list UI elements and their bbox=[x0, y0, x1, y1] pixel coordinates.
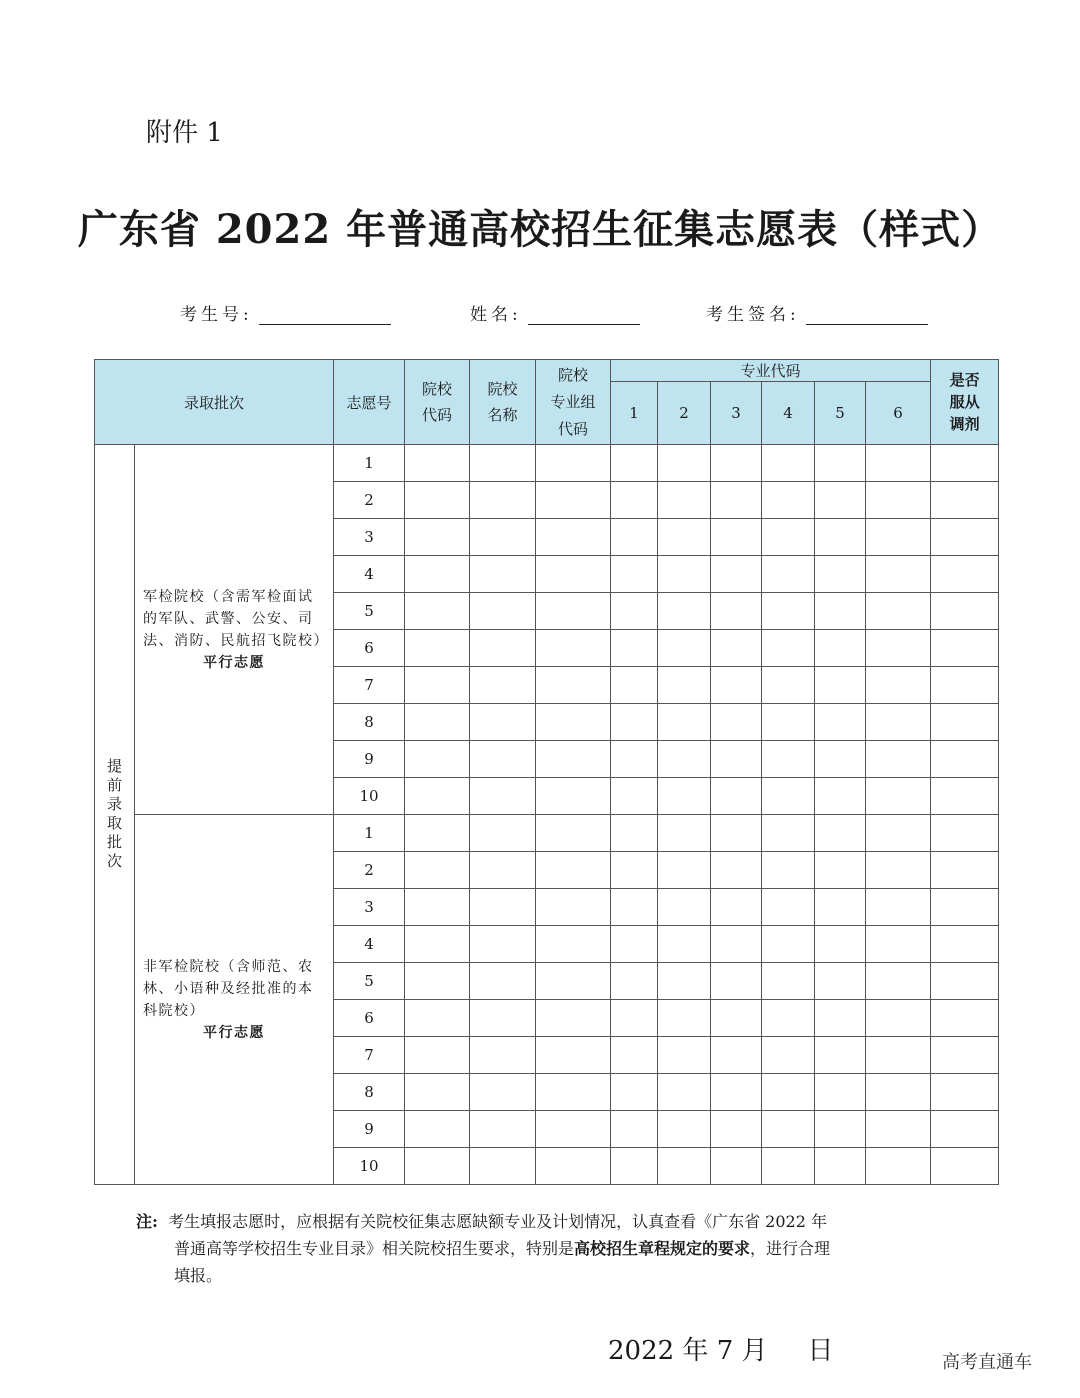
header-adjust-l2: 服从 bbox=[949, 393, 980, 411]
group-code-cell[interactable] bbox=[536, 741, 611, 778]
major-code-6-cell[interactable] bbox=[866, 889, 931, 926]
major-code-3-cell[interactable] bbox=[711, 704, 762, 741]
school-code-cell[interactable] bbox=[405, 704, 470, 741]
wish-number: 9 bbox=[334, 741, 405, 778]
watermark: 高考直通车 bbox=[942, 1352, 1032, 1373]
wish-number: 5 bbox=[334, 963, 405, 1000]
adjust-cell[interactable] bbox=[931, 852, 999, 889]
major-code-4-cell[interactable] bbox=[762, 926, 815, 963]
group-code-cell[interactable] bbox=[536, 1111, 611, 1148]
table-row bbox=[95, 815, 999, 852]
adjust-cell[interactable] bbox=[931, 593, 999, 630]
header-major-2: 2 bbox=[658, 382, 711, 445]
major-code-3-cell[interactable] bbox=[711, 482, 762, 519]
school-code-cell[interactable] bbox=[405, 630, 470, 667]
major-code-3-cell[interactable] bbox=[711, 852, 762, 889]
group-type: 平行志愿 bbox=[203, 1024, 265, 1041]
major-code-3-cell[interactable] bbox=[711, 1000, 762, 1037]
major-code-1-cell[interactable] bbox=[611, 1000, 658, 1037]
major-code-6-cell[interactable] bbox=[866, 630, 931, 667]
adjust-cell[interactable] bbox=[931, 482, 999, 519]
major-code-4-cell[interactable] bbox=[762, 445, 815, 482]
group-code-cell[interactable] bbox=[536, 963, 611, 1000]
signature-label: 考生签名: bbox=[706, 305, 800, 325]
note-text-d: 填报。 bbox=[174, 1266, 223, 1285]
major-code-1-cell[interactable] bbox=[611, 889, 658, 926]
wish-number: 8 bbox=[334, 1074, 405, 1111]
wish-number: 2 bbox=[334, 482, 405, 519]
major-code-4-cell[interactable] bbox=[762, 963, 815, 1000]
major-code-5-cell[interactable] bbox=[815, 1148, 866, 1185]
major-code-4-cell[interactable] bbox=[762, 593, 815, 630]
major-code-4-cell[interactable] bbox=[762, 667, 815, 704]
header-major-5: 5 bbox=[815, 382, 866, 445]
name-field[interactable] bbox=[470, 300, 640, 325]
major-code-5-cell[interactable] bbox=[815, 778, 866, 815]
header-school-code-l2: 代码 bbox=[422, 406, 453, 424]
school-name-cell[interactable] bbox=[470, 815, 536, 852]
major-code-6-cell[interactable] bbox=[866, 1037, 931, 1074]
signature-field[interactable] bbox=[706, 300, 928, 325]
major-code-5-cell[interactable] bbox=[815, 852, 866, 889]
major-code-1-cell[interactable] bbox=[611, 630, 658, 667]
group-code-cell[interactable] bbox=[536, 704, 611, 741]
group-code-cell[interactable] bbox=[536, 667, 611, 704]
header-major-3: 3 bbox=[711, 382, 762, 445]
major-code-1-cell[interactable] bbox=[611, 667, 658, 704]
group-code-cell[interactable] bbox=[536, 556, 611, 593]
major-code-2-cell[interactable] bbox=[658, 926, 711, 963]
major-code-3-cell[interactable] bbox=[711, 1111, 762, 1148]
school-name-cell[interactable] bbox=[470, 1000, 536, 1037]
name-blank[interactable] bbox=[528, 302, 640, 325]
major-code-1-cell[interactable] bbox=[611, 926, 658, 963]
wish-number: 4 bbox=[334, 926, 405, 963]
major-code-6-cell[interactable] bbox=[866, 1148, 931, 1185]
school-name-cell[interactable] bbox=[470, 1037, 536, 1074]
major-code-4-cell[interactable] bbox=[762, 741, 815, 778]
adjust-cell[interactable] bbox=[931, 889, 999, 926]
major-code-4-cell[interactable] bbox=[762, 630, 815, 667]
school-name-cell[interactable] bbox=[470, 852, 536, 889]
major-code-3-cell[interactable] bbox=[711, 1037, 762, 1074]
header-batch: 录取批次 bbox=[95, 360, 334, 445]
major-code-3-cell[interactable] bbox=[711, 1148, 762, 1185]
wish-number: 1 bbox=[334, 445, 405, 482]
school-code-cell[interactable] bbox=[405, 667, 470, 704]
header-wish-no: 志愿号 bbox=[334, 360, 405, 445]
wish-number: 6 bbox=[334, 630, 405, 667]
major-code-3-cell[interactable] bbox=[711, 778, 762, 815]
major-code-2-cell[interactable] bbox=[658, 556, 711, 593]
wish-number: 8 bbox=[334, 704, 405, 741]
exam-number-label: 考生号: bbox=[180, 305, 253, 325]
group-code-cell[interactable] bbox=[536, 1074, 611, 1111]
major-code-3-cell[interactable] bbox=[711, 815, 762, 852]
school-name-cell[interactable] bbox=[470, 667, 536, 704]
major-code-2-cell[interactable] bbox=[658, 482, 711, 519]
school-name-cell[interactable] bbox=[470, 1148, 536, 1185]
major-code-6-cell[interactable] bbox=[866, 778, 931, 815]
note-line-2 bbox=[136, 1235, 996, 1262]
group-desc-cell bbox=[135, 445, 334, 815]
date-month: 7 月 bbox=[716, 1336, 768, 1366]
batch-cell bbox=[95, 445, 135, 1185]
group-code-cell[interactable] bbox=[536, 778, 611, 815]
school-code-cell[interactable] bbox=[405, 926, 470, 963]
major-code-5-cell[interactable] bbox=[815, 445, 866, 482]
group-code-cell[interactable] bbox=[536, 519, 611, 556]
adjust-cell[interactable] bbox=[931, 926, 999, 963]
major-code-2-cell[interactable] bbox=[658, 593, 711, 630]
major-code-2-cell[interactable] bbox=[658, 667, 711, 704]
school-code-cell[interactable] bbox=[405, 889, 470, 926]
group-desc: 军检院校（含需军检面试的军队、武警、公安、司法、消防、民航招飞院校） bbox=[143, 588, 329, 649]
group-desc-cell bbox=[135, 815, 334, 1185]
major-code-4-cell[interactable] bbox=[762, 1148, 815, 1185]
major-code-5-cell[interactable] bbox=[815, 963, 866, 1000]
group-code-cell[interactable] bbox=[536, 593, 611, 630]
exam-number-blank[interactable] bbox=[259, 302, 391, 325]
header-group-code-l3: 代码 bbox=[558, 419, 589, 438]
wish-number: 2 bbox=[334, 852, 405, 889]
major-code-4-cell[interactable] bbox=[762, 852, 815, 889]
group-code-cell[interactable] bbox=[536, 1037, 611, 1074]
major-code-3-cell[interactable] bbox=[711, 926, 762, 963]
group-code-cell[interactable] bbox=[536, 445, 611, 482]
major-code-5-cell[interactable] bbox=[815, 1074, 866, 1111]
adjust-cell[interactable] bbox=[931, 778, 999, 815]
major-code-1-cell[interactable] bbox=[611, 778, 658, 815]
candidate-info-row bbox=[0, 300, 1080, 330]
school-name-cell[interactable] bbox=[470, 778, 536, 815]
adjust-cell[interactable] bbox=[931, 1074, 999, 1111]
major-code-3-cell[interactable] bbox=[711, 667, 762, 704]
school-code-cell[interactable] bbox=[405, 445, 470, 482]
header-group-code-l1: 院校 bbox=[558, 365, 589, 384]
school-code-cell[interactable] bbox=[405, 1148, 470, 1185]
major-code-5-cell[interactable] bbox=[815, 667, 866, 704]
school-name-cell[interactable] bbox=[470, 1074, 536, 1111]
header-school-code-l1: 院校 bbox=[422, 380, 453, 398]
adjust-cell[interactable] bbox=[931, 1111, 999, 1148]
major-code-1-cell[interactable] bbox=[611, 704, 658, 741]
major-code-4-cell[interactable] bbox=[762, 556, 815, 593]
wish-number: 6 bbox=[334, 1000, 405, 1037]
wish-number: 7 bbox=[334, 1037, 405, 1074]
major-code-5-cell[interactable] bbox=[815, 741, 866, 778]
major-code-6-cell[interactable] bbox=[866, 445, 931, 482]
wish-number: 9 bbox=[334, 1111, 405, 1148]
school-name-cell[interactable] bbox=[470, 630, 536, 667]
major-code-3-cell[interactable] bbox=[711, 1074, 762, 1111]
group-code-cell[interactable] bbox=[536, 889, 611, 926]
school-code-cell[interactable] bbox=[405, 1111, 470, 1148]
major-code-1-cell[interactable] bbox=[611, 963, 658, 1000]
header-group-code-l2: 专业组 bbox=[550, 392, 596, 411]
exam-number-field[interactable] bbox=[180, 300, 391, 325]
major-code-2-cell[interactable] bbox=[658, 852, 711, 889]
major-code-3-cell[interactable] bbox=[711, 963, 762, 1000]
school-name-cell[interactable] bbox=[470, 704, 536, 741]
wish-number: 3 bbox=[334, 889, 405, 926]
major-code-2-cell[interactable] bbox=[658, 1000, 711, 1037]
wish-number: 10 bbox=[334, 1148, 405, 1185]
adjust-cell[interactable] bbox=[931, 519, 999, 556]
wish-number: 5 bbox=[334, 593, 405, 630]
wish-number: 1 bbox=[334, 815, 405, 852]
school-name-cell[interactable] bbox=[470, 556, 536, 593]
date-line bbox=[608, 1330, 834, 1367]
major-code-4-cell[interactable] bbox=[762, 1111, 815, 1148]
major-code-6-cell[interactable] bbox=[866, 593, 931, 630]
major-code-2-cell[interactable] bbox=[658, 704, 711, 741]
group-code-cell[interactable] bbox=[536, 482, 611, 519]
major-code-5-cell[interactable] bbox=[815, 704, 866, 741]
major-code-5-cell[interactable] bbox=[815, 556, 866, 593]
wish-number: 7 bbox=[334, 667, 405, 704]
header-school-code bbox=[405, 360, 470, 445]
header-school-name bbox=[470, 360, 536, 445]
major-code-5-cell[interactable] bbox=[815, 630, 866, 667]
school-code-cell[interactable] bbox=[405, 1000, 470, 1037]
date-year: 2022 年 bbox=[608, 1336, 709, 1366]
note-label: 注: bbox=[136, 1212, 158, 1231]
form-title: 广东省 2022 年普通高校招生征集志愿表（样式） bbox=[77, 206, 1003, 253]
major-code-4-cell[interactable] bbox=[762, 1037, 815, 1074]
major-code-2-cell[interactable] bbox=[658, 815, 711, 852]
school-name-cell[interactable] bbox=[470, 963, 536, 1000]
major-code-2-cell[interactable] bbox=[658, 1111, 711, 1148]
adjust-cell[interactable] bbox=[931, 1000, 999, 1037]
wish-number: 10 bbox=[334, 778, 405, 815]
school-code-cell[interactable] bbox=[405, 963, 470, 1000]
major-code-6-cell[interactable] bbox=[866, 667, 931, 704]
adjust-cell[interactable] bbox=[931, 741, 999, 778]
adjust-cell[interactable] bbox=[931, 630, 999, 667]
note-text-bold: 高校招生章程规定的要求 bbox=[574, 1239, 751, 1258]
major-code-2-cell[interactable] bbox=[658, 741, 711, 778]
note-line-1 bbox=[136, 1208, 996, 1235]
major-code-1-cell[interactable] bbox=[611, 482, 658, 519]
school-name-cell[interactable] bbox=[470, 741, 536, 778]
form-body bbox=[95, 445, 999, 1185]
school-name-cell[interactable] bbox=[470, 926, 536, 963]
major-code-2-cell[interactable] bbox=[658, 963, 711, 1000]
wish-number: 3 bbox=[334, 519, 405, 556]
major-code-3-cell[interactable] bbox=[711, 741, 762, 778]
major-code-4-cell[interactable] bbox=[762, 889, 815, 926]
adjust-cell[interactable] bbox=[931, 963, 999, 1000]
header-adjust bbox=[931, 360, 999, 445]
major-code-3-cell[interactable] bbox=[711, 889, 762, 926]
major-code-5-cell[interactable] bbox=[815, 482, 866, 519]
attachment-label: 附件 1 bbox=[146, 118, 223, 148]
school-name-cell[interactable] bbox=[470, 593, 536, 630]
wish-number: 4 bbox=[334, 556, 405, 593]
major-code-1-cell[interactable] bbox=[611, 1074, 658, 1111]
major-code-6-cell[interactable] bbox=[866, 1000, 931, 1037]
date-day: 日 bbox=[807, 1336, 834, 1366]
school-code-cell[interactable] bbox=[405, 741, 470, 778]
school-code-cell[interactable] bbox=[405, 593, 470, 630]
major-code-4-cell[interactable] bbox=[762, 778, 815, 815]
major-code-6-cell[interactable] bbox=[866, 852, 931, 889]
major-code-6-cell[interactable] bbox=[866, 741, 931, 778]
adjust-cell[interactable] bbox=[931, 667, 999, 704]
major-code-5-cell[interactable] bbox=[815, 1000, 866, 1037]
group-desc: 非军检院校（含师范、农林、小语种及经批准的本科院校） bbox=[143, 958, 314, 1019]
adjust-cell[interactable] bbox=[931, 1037, 999, 1074]
name-label: 姓名: bbox=[470, 305, 522, 325]
school-name-cell[interactable] bbox=[470, 519, 536, 556]
group-code-cell[interactable] bbox=[536, 815, 611, 852]
major-code-6-cell[interactable] bbox=[866, 1111, 931, 1148]
major-code-2-cell[interactable] bbox=[658, 1148, 711, 1185]
major-code-4-cell[interactable] bbox=[762, 519, 815, 556]
wish-form-table bbox=[94, 359, 999, 1185]
major-code-4-cell[interactable] bbox=[762, 815, 815, 852]
major-code-2-cell[interactable] bbox=[658, 445, 711, 482]
note-line-3 bbox=[136, 1262, 996, 1289]
major-code-2-cell[interactable] bbox=[658, 889, 711, 926]
school-code-cell[interactable] bbox=[405, 778, 470, 815]
major-code-1-cell[interactable] bbox=[611, 519, 658, 556]
header-major-4: 4 bbox=[762, 382, 815, 445]
major-code-4-cell[interactable] bbox=[762, 704, 815, 741]
major-code-2-cell[interactable] bbox=[658, 519, 711, 556]
major-code-5-cell[interactable] bbox=[815, 593, 866, 630]
major-code-5-cell[interactable] bbox=[815, 926, 866, 963]
school-name-cell[interactable] bbox=[470, 889, 536, 926]
major-code-1-cell[interactable] bbox=[611, 1037, 658, 1074]
header-major-codes: 专业代码 bbox=[611, 360, 931, 382]
group-code-cell[interactable] bbox=[536, 1148, 611, 1185]
note-text-c: ，进行合理 bbox=[750, 1239, 831, 1258]
major-code-1-cell[interactable] bbox=[611, 556, 658, 593]
adjust-cell[interactable] bbox=[931, 1148, 999, 1185]
major-code-3-cell[interactable] bbox=[711, 556, 762, 593]
major-code-3-cell[interactable] bbox=[711, 445, 762, 482]
major-code-6-cell[interactable] bbox=[866, 519, 931, 556]
batch-label: 提前录取批次 bbox=[105, 757, 123, 872]
school-code-cell[interactable] bbox=[405, 519, 470, 556]
major-code-6-cell[interactable] bbox=[866, 1074, 931, 1111]
major-code-5-cell[interactable] bbox=[815, 519, 866, 556]
group-code-cell[interactable] bbox=[536, 852, 611, 889]
major-code-6-cell[interactable] bbox=[866, 704, 931, 741]
school-name-cell[interactable] bbox=[470, 482, 536, 519]
group-code-cell[interactable] bbox=[536, 1000, 611, 1037]
major-code-1-cell[interactable] bbox=[611, 815, 658, 852]
school-name-cell[interactable] bbox=[470, 1111, 536, 1148]
major-code-1-cell[interactable] bbox=[611, 445, 658, 482]
school-code-cell[interactable] bbox=[405, 482, 470, 519]
major-code-6-cell[interactable] bbox=[866, 556, 931, 593]
school-code-cell[interactable] bbox=[405, 815, 470, 852]
header-school-name-l2: 名称 bbox=[487, 406, 518, 424]
group-type: 平行志愿 bbox=[203, 654, 265, 671]
major-code-3-cell[interactable] bbox=[711, 630, 762, 667]
major-code-4-cell[interactable] bbox=[762, 1074, 815, 1111]
header-adjust-l3: 调剂 bbox=[949, 415, 980, 433]
header-adjust-l1: 是否 bbox=[949, 371, 980, 389]
major-code-4-cell[interactable] bbox=[762, 1000, 815, 1037]
adjust-cell[interactable] bbox=[931, 556, 999, 593]
major-code-6-cell[interactable] bbox=[866, 963, 931, 1000]
major-code-6-cell[interactable] bbox=[866, 482, 931, 519]
major-code-4-cell[interactable] bbox=[762, 482, 815, 519]
group-code-cell[interactable] bbox=[536, 630, 611, 667]
major-code-2-cell[interactable] bbox=[658, 778, 711, 815]
major-code-1-cell[interactable] bbox=[611, 1111, 658, 1148]
note-text-b: 普通高等学校招生专业目录》相关院校招生要求，特别是 bbox=[174, 1239, 575, 1258]
major-code-3-cell[interactable] bbox=[711, 593, 762, 630]
major-code-5-cell[interactable] bbox=[815, 1111, 866, 1148]
school-code-cell[interactable] bbox=[405, 1037, 470, 1074]
major-code-5-cell[interactable] bbox=[815, 815, 866, 852]
header-school-name-l1: 院校 bbox=[487, 380, 518, 398]
major-code-2-cell[interactable] bbox=[658, 1037, 711, 1074]
signature-blank[interactable] bbox=[806, 302, 928, 325]
major-code-6-cell[interactable] bbox=[866, 815, 931, 852]
school-code-cell[interactable] bbox=[405, 1074, 470, 1111]
adjust-cell[interactable] bbox=[931, 445, 999, 482]
adjust-cell[interactable] bbox=[931, 704, 999, 741]
note-block bbox=[136, 1208, 996, 1289]
school-code-cell[interactable] bbox=[405, 852, 470, 889]
major-code-1-cell[interactable] bbox=[611, 741, 658, 778]
note-text-a: 考生填报志愿时，应根据有关院校征集志愿缺额专业及计划情况，认真查看《广东省 2022 年 bbox=[168, 1212, 827, 1231]
table-row bbox=[95, 445, 999, 482]
school-code-cell[interactable] bbox=[405, 556, 470, 593]
major-code-5-cell[interactable] bbox=[815, 1037, 866, 1074]
major-code-1-cell[interactable] bbox=[611, 593, 658, 630]
header-major-6: 6 bbox=[866, 382, 931, 445]
major-code-6-cell[interactable] bbox=[866, 926, 931, 963]
header-major-1: 1 bbox=[611, 382, 658, 445]
major-code-2-cell[interactable] bbox=[658, 1074, 711, 1111]
group-code-cell[interactable] bbox=[536, 926, 611, 963]
major-code-2-cell[interactable] bbox=[658, 630, 711, 667]
major-code-1-cell[interactable] bbox=[611, 1148, 658, 1185]
major-code-1-cell[interactable] bbox=[611, 852, 658, 889]
major-code-5-cell[interactable] bbox=[815, 889, 866, 926]
school-name-cell[interactable] bbox=[470, 445, 536, 482]
adjust-cell[interactable] bbox=[931, 815, 999, 852]
header-group-code bbox=[536, 360, 611, 445]
major-code-3-cell[interactable] bbox=[711, 519, 762, 556]
